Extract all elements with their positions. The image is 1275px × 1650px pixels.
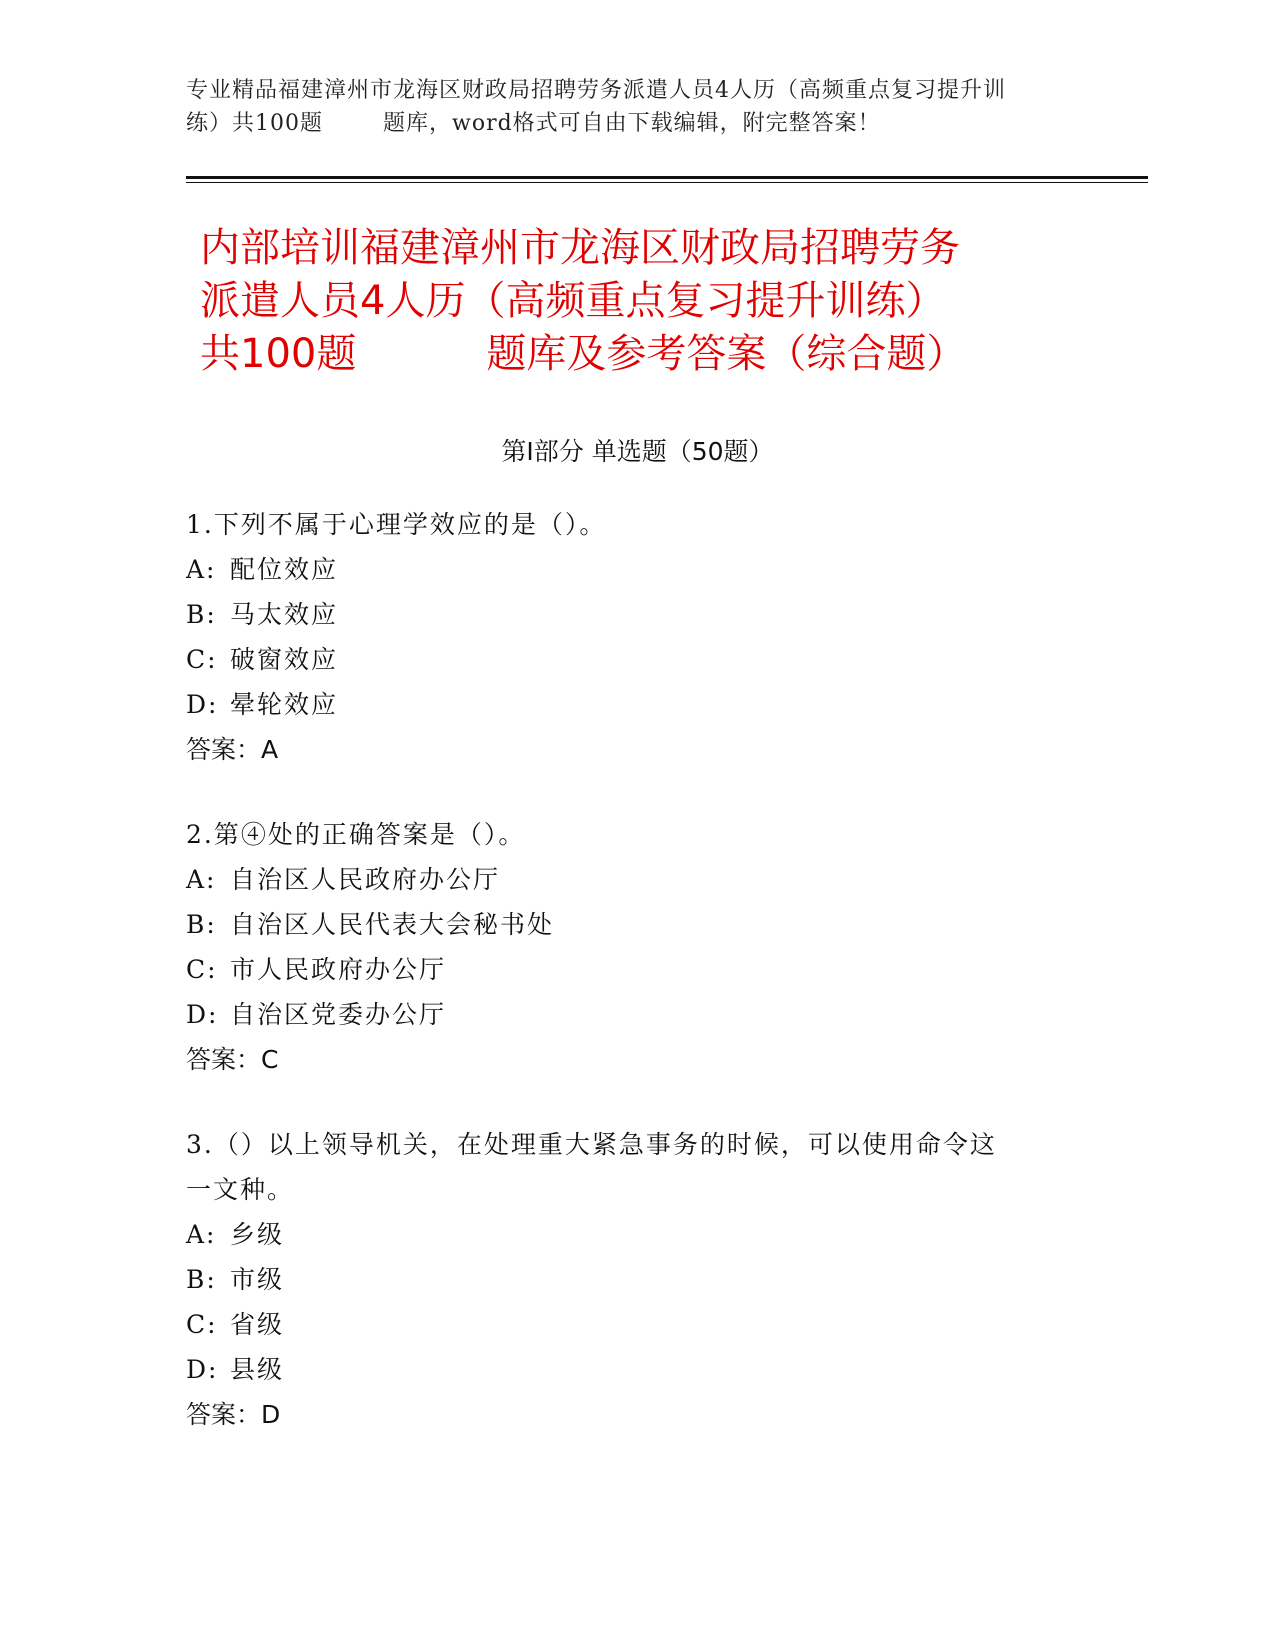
option-text: 自治区人民政府办公厅 bbox=[230, 865, 501, 894]
title-line-2: 派遣人员4人历（高频重点复习提升训练） bbox=[200, 278, 946, 324]
option-c bbox=[186, 947, 1086, 992]
question-2 bbox=[186, 812, 1086, 1082]
option-letter: B: bbox=[186, 1265, 217, 1294]
option-letter: C: bbox=[186, 955, 218, 984]
title-line-3-part-1: 共100题 bbox=[200, 331, 357, 377]
answer-line: 答案：C bbox=[186, 1045, 279, 1074]
question-stem: 2.第④处的正确答案是（）。 bbox=[186, 820, 526, 849]
option-d bbox=[186, 992, 1086, 1037]
option-letter: D: bbox=[186, 690, 219, 719]
title-line-1: 内部培训福建漳州市龙海区财政局招聘劳务 bbox=[200, 225, 960, 271]
option-letter: C: bbox=[186, 1310, 218, 1339]
option-text: 县级 bbox=[230, 1355, 285, 1384]
header-note-line-1: 专业精品福建漳州市龙海区财政局招聘劳务派遣人员4人历（高频重点复习提升训 bbox=[186, 78, 1006, 103]
option-d bbox=[186, 1347, 1086, 1392]
option-text: 马太效应 bbox=[230, 600, 339, 629]
option-letter: D: bbox=[186, 1000, 219, 1029]
option-text: 自治区党委办公厅 bbox=[230, 1000, 447, 1029]
question-1 bbox=[186, 502, 1086, 772]
option-a bbox=[186, 1212, 1086, 1257]
option-text: 省级 bbox=[230, 1310, 285, 1339]
answer-line: 答案：A bbox=[186, 735, 279, 764]
option-letter: A: bbox=[186, 1220, 217, 1249]
option-text: 晕轮效应 bbox=[230, 690, 339, 719]
question-stem: 1.下列不属于心理学效应的是（）。 bbox=[186, 510, 607, 539]
question-stem-line-1: 3.（）以上领导机关，在处理重大紧急事务的时候，可以使用命令这 bbox=[186, 1130, 997, 1159]
option-text: 市级 bbox=[230, 1265, 285, 1294]
option-c bbox=[186, 637, 1086, 682]
option-letter: B: bbox=[186, 910, 217, 939]
header-divider-thin bbox=[186, 182, 1148, 183]
option-a bbox=[186, 547, 1086, 592]
option-text: 配位效应 bbox=[230, 555, 339, 584]
answer-line: 答案：D bbox=[186, 1400, 281, 1429]
document-header-note bbox=[186, 74, 1096, 140]
document-title bbox=[200, 222, 1100, 381]
title-line-3 bbox=[200, 328, 1100, 381]
question-3 bbox=[186, 1122, 1086, 1437]
section-heading: 第Ⅰ部分 单选题（50题） bbox=[501, 437, 774, 466]
option-letter: A: bbox=[186, 555, 217, 584]
option-c bbox=[186, 1302, 1086, 1347]
option-text: 乡级 bbox=[230, 1220, 285, 1249]
option-text: 破窗效应 bbox=[230, 645, 339, 674]
header-note-line-2 bbox=[186, 107, 1096, 140]
option-letter: B: bbox=[186, 600, 217, 629]
option-text: 自治区人民代表大会秘书处 bbox=[230, 910, 555, 939]
option-a bbox=[186, 857, 1086, 902]
option-d bbox=[186, 682, 1086, 727]
option-letter: C: bbox=[186, 645, 218, 674]
option-letter: A: bbox=[186, 865, 217, 894]
option-b bbox=[186, 592, 1086, 637]
question-stem-line-2: 一文种。 bbox=[186, 1175, 295, 1204]
option-b bbox=[186, 902, 1086, 947]
title-line-3-part-2: 题库及参考答案（综合题） bbox=[486, 331, 967, 377]
header-note-line-2-part-1: 练）共100题 bbox=[186, 111, 323, 136]
option-b bbox=[186, 1257, 1086, 1302]
header-note-line-2-part-2: 题库，word格式可自由下载编辑，附完整答案！ bbox=[383, 111, 881, 136]
option-letter: D: bbox=[186, 1355, 219, 1384]
header-divider-thick bbox=[186, 176, 1148, 179]
option-text: 市人民政府办公厅 bbox=[230, 955, 447, 984]
